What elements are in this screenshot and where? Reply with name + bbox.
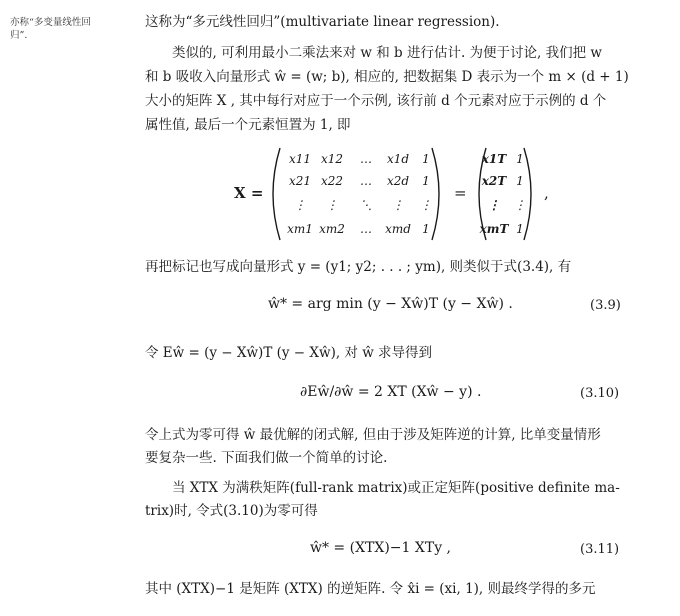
matrix-equation — [230, 146, 550, 242]
paragraph-1: 这称为“多元线性回归”(multivariate linear regression). — [145, 14, 500, 30]
matrix-cell: … — [360, 174, 372, 188]
paragraph-2-line-4: 属性值, 最后一个元素恒置为 1, 即 — [145, 117, 351, 133]
equation-3-9: ŵ* = arg min (y − Xŵ)T (y − Xŵ) . — [268, 296, 513, 312]
matrix-cell: ⋮ — [294, 198, 306, 212]
rhs-matrix-cell: xmT — [479, 222, 509, 236]
matrix-cell: 1 — [422, 222, 430, 236]
paragraph-6-line-1: 当 XTX 为满秩矩阵(full-rank matrix)或正定矩阵(positive definite ma- — [172, 480, 620, 496]
rhs-matrix-cell: 1 — [516, 152, 524, 166]
paragraph-2-line-3: 大小的矩阵 X , 其中每行对应于一个示例, 该行前 d 个元素对应于示例的 d 个 — [145, 93, 607, 109]
matrix-cell: x21 — [288, 174, 312, 188]
paragraph-2-line-1: 类似的, 可利用最小二乘法来对 w 和 b 进行估计. 为便于讨论, 我们把 w — [172, 45, 602, 61]
matrix-left-paren — [264, 146, 284, 242]
matrix-cell: 1 — [422, 174, 430, 188]
matrix-cell: x12 — [320, 152, 344, 166]
equation-3-10-number: (3.10) — [580, 386, 620, 401]
matrix-right-paren — [428, 146, 448, 242]
margin-note-line-1: 亦称“多变量线性回 — [10, 17, 91, 28]
equation-3-11-number: (3.11) — [580, 542, 620, 557]
paragraph-7: 其中 (XTX)−1 是矩阵 (XTX) 的逆矩阵. 令 x̂i = (xi, 1), 则最终学得的多元 — [145, 581, 596, 597]
rhs-matrix-cell: ⋮ — [488, 198, 500, 212]
matrix-cell: x22 — [320, 174, 344, 188]
matrix-cell: x2d — [386, 174, 410, 188]
matrix-equals: = — [454, 184, 467, 202]
matrix-cell: xm2 — [319, 222, 345, 236]
margin-note — [10, 16, 91, 42]
paragraph-5-line-2: 要复杂一些. 下面我们做一个简单的讨论. — [145, 450, 388, 466]
paragraph-5-line-1: 令上式为零可得 ŵ 最优解的闭式解, 但由于涉及矩阵逆的计算, 比单变量情形 — [145, 427, 601, 443]
rhs-matrix-cell: ⋮ — [514, 198, 526, 212]
paragraph-3: 再把标记也写成向量形式 y = (y1; y2; . . . ; ym), 则类似于式(3.4), 有 — [145, 259, 572, 275]
equation-3-9-number: (3.9) — [590, 298, 621, 313]
rhs-matrix-cell: x2T — [481, 174, 507, 188]
rhs-right-paren — [520, 146, 540, 242]
matrix-cell: x1d — [386, 152, 410, 166]
matrix-comma: , — [544, 184, 549, 202]
matrix-cell: ⋮ — [392, 198, 404, 212]
paragraph-4: 令 Eŵ = (y − Xŵ)T (y − Xŵ), 对 ŵ 求导得到 — [145, 345, 433, 361]
paragraph-6-line-2: trix)时, 令式(3.10)为零可得 — [145, 503, 318, 519]
matrix-cell: 1 — [422, 152, 430, 166]
matrix-cell: … — [360, 152, 372, 166]
matrix-cell: xm1 — [287, 222, 313, 236]
matrix-cell: ⋮ — [326, 198, 338, 212]
rhs-matrix-cell: 1 — [516, 222, 524, 236]
rhs-matrix-cell: 1 — [516, 174, 524, 188]
matrix-cell: ⋮ — [420, 198, 432, 212]
paragraph-2-line-2: 和 b 吸收入向量形式 ŵ = (w; b), 相应的, 把数据集 D 表示为一个 m × (d + 1) — [145, 69, 629, 85]
equation-3-10: ∂Eŵ/∂ŵ = 2 XT (Xŵ − y) . — [300, 384, 482, 400]
matrix-lhs: X = — [234, 184, 264, 202]
matrix-cell: xmd — [385, 222, 411, 236]
matrix-cell: ⋱ — [360, 198, 372, 212]
matrix-cell: … — [360, 222, 372, 236]
margin-note-line-2: 归”. — [10, 30, 28, 41]
matrix-cell: x11 — [288, 152, 312, 166]
rhs-matrix-cell: x1T — [481, 152, 507, 166]
equation-3-11: ŵ* = (XTX)−1 XTy , — [310, 540, 452, 556]
